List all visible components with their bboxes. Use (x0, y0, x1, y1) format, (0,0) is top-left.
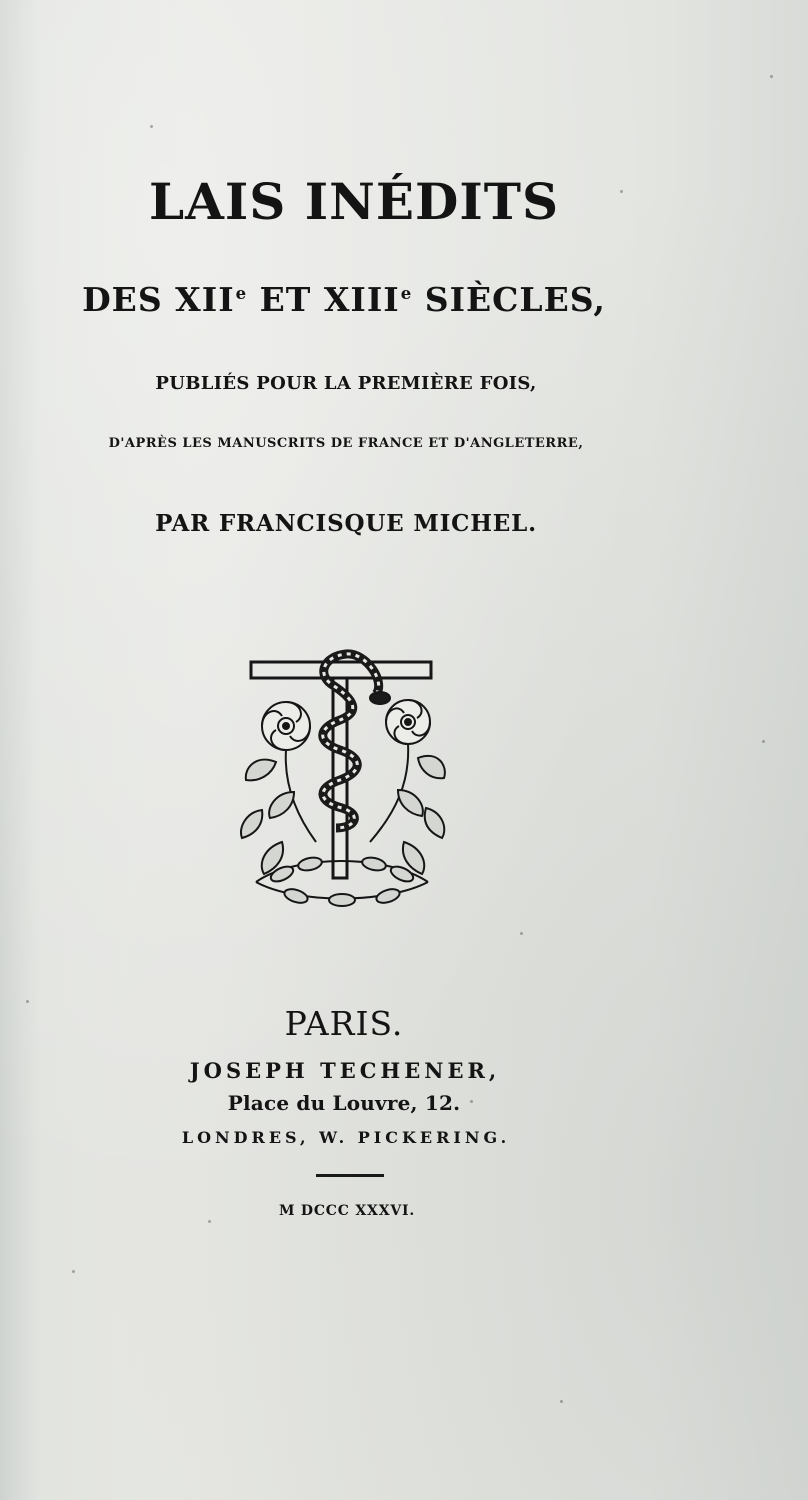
book-subtitle (0, 280, 748, 319)
paper-speck (762, 740, 765, 743)
paper-speck (208, 1220, 211, 1223)
imprint-publisher: JOSEPH TECHENER, (189, 1058, 501, 1083)
paper-speck (620, 190, 623, 193)
paper-speck (770, 75, 773, 78)
subtitle-part: DES XII (82, 280, 235, 319)
published-line: PUBLIÉS POUR LA PREMIÈRE FOIS, (155, 373, 537, 394)
printer-emblem-icon (236, 642, 448, 910)
book-title: LAIS INÉDITS (148, 172, 560, 231)
imprint-london: LONDRES, W. PICKERING. (181, 1128, 511, 1147)
paper-speck (150, 125, 153, 128)
imprint-address: Place du Louvre, 12. (227, 1091, 461, 1115)
sources-line: D'APRÈS LES MANUSCRITS DE FRANCE ET D'ANGLETERRE, (108, 436, 584, 451)
imprint-year: M DCCC XXXVI. (278, 1203, 416, 1219)
superscript: e (400, 283, 413, 303)
imprint-rule (316, 1174, 384, 1177)
paper-speck (560, 1400, 563, 1403)
subtitle-part: ET XIII (247, 280, 400, 319)
paper-speck (470, 1100, 473, 1103)
subtitle-part: SIÈCLES, (412, 280, 606, 319)
paper-speck (26, 1000, 29, 1003)
paper-speck (72, 1270, 75, 1273)
paper-speck (520, 932, 523, 935)
imprint-city: PARIS. (284, 1004, 404, 1043)
superscript: e (235, 283, 248, 303)
author-line: PAR FRANCISQUE MICHEL. (155, 510, 537, 537)
